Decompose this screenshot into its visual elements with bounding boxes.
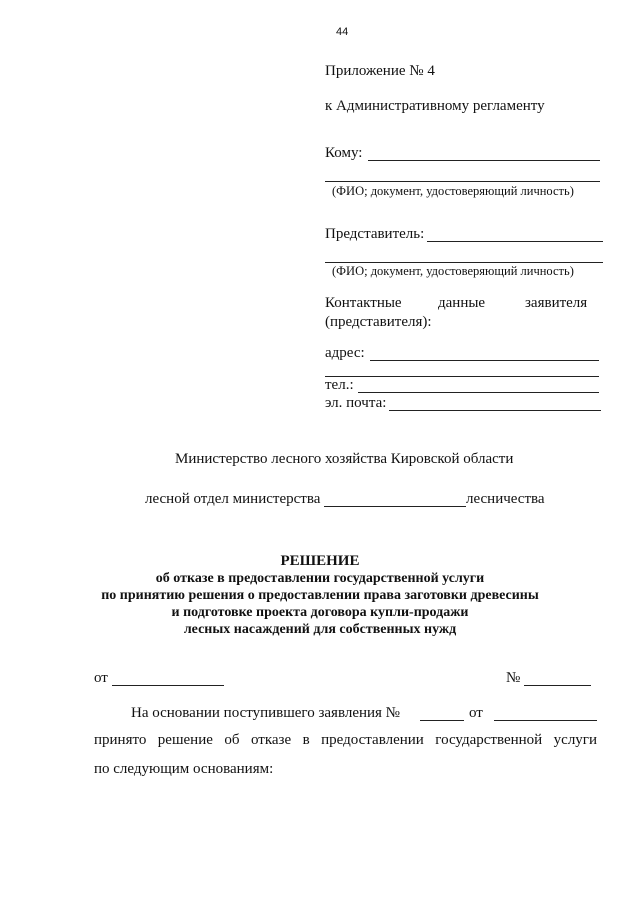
address-field-line[interactable] [370, 360, 599, 361]
representative-label: Представитель: [325, 226, 425, 242]
contact-word-3: заявителя [525, 295, 588, 311]
to-field-line[interactable] [368, 160, 600, 161]
appendix-title: Приложение № 4 [325, 63, 435, 79]
date-field-line[interactable] [112, 685, 224, 686]
forest-dept-suffix: лесничества [466, 491, 545, 507]
regulation-reference: к Административному регламенту [325, 98, 545, 114]
phone-label: тел.: [325, 377, 354, 393]
representative-field-line-2[interactable] [325, 262, 603, 263]
body-basis-text: На основании поступившего заявления № [131, 705, 400, 721]
forest-dept-prefix: лесной отдел министерства [145, 491, 321, 507]
representative-field-line[interactable] [427, 241, 603, 242]
ministry-name: Министерство лесного хозяйства Кировской области [175, 451, 514, 467]
decision-subtitle-line-4: лесных насаждений для собственных нужд [183, 622, 457, 637]
to-label: Кому: [325, 145, 363, 161]
body-from-label: от [469, 705, 483, 721]
application-number-line[interactable] [420, 720, 464, 721]
contact-line-2: (представителя): [325, 314, 432, 330]
address-field-line-2[interactable] [325, 376, 599, 377]
to-field-line-2[interactable] [325, 181, 600, 182]
decision-subtitle-line-2: по принятию решения о предоставлении права заготовки древесины [101, 588, 539, 603]
phone-field-line[interactable] [358, 392, 599, 393]
body-grounds-text: по следующим основаниям: [94, 761, 274, 777]
fio-caption-2: (ФИО; документ, удостоверяющий личность) [332, 264, 574, 278]
number-label: № [506, 670, 521, 686]
application-date-line[interactable] [494, 720, 597, 721]
body-decision-text: принято решение об отказе в предоставлении государственной услуги [94, 732, 597, 748]
address-label: адрес: [325, 345, 365, 361]
forestry-field-line[interactable] [324, 506, 466, 507]
decision-subtitle-line-3: и подготовке проекта договора купли-продажи [171, 605, 469, 620]
decision-subtitle-line-1: об отказе в предоставлении государственной услуги [155, 571, 485, 586]
number-field-line[interactable] [524, 685, 591, 686]
page-number: 44 [336, 26, 349, 38]
decision-title: РЕШЕНИЕ [280, 553, 360, 569]
email-field-line[interactable] [389, 410, 601, 411]
fio-caption-1: (ФИО; документ, удостоверяющий личность) [332, 184, 574, 198]
contact-word-2: данные [438, 295, 486, 311]
email-label: эл. почта: [325, 395, 387, 411]
date-from-label: от [94, 670, 108, 686]
contact-word-1: Контактные [325, 295, 402, 311]
